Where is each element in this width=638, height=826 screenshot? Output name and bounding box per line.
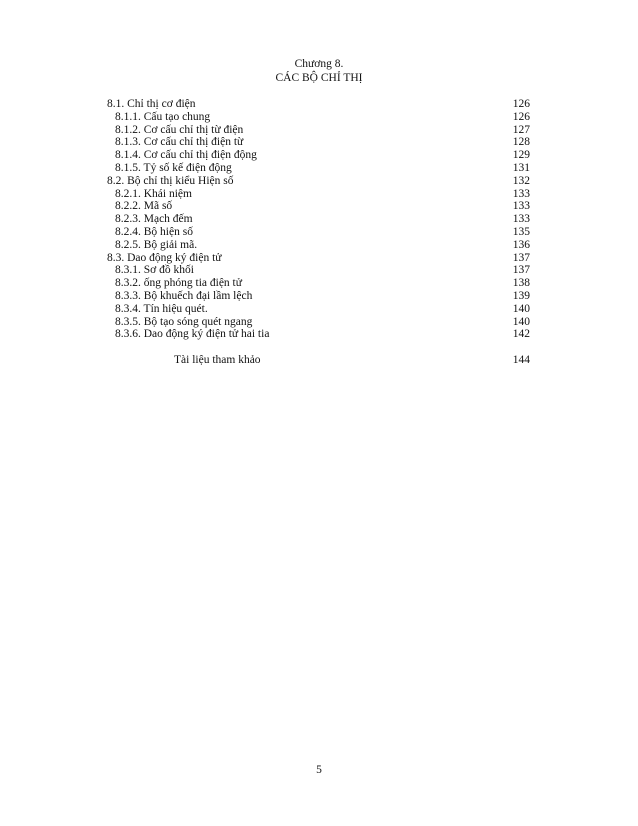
- toc-row-8-3-4: [107, 303, 530, 316]
- toc-row-8-2-4: [107, 226, 530, 239]
- chapter-header: [0, 57, 638, 85]
- toc-page-number: 140: [512, 315, 530, 328]
- toc-row-8-3-6: [107, 328, 530, 341]
- toc-page-number: 137: [512, 251, 530, 264]
- chapter-title: CÁC BỘ CHỈ THỊ: [275, 72, 363, 84]
- toc-label: 8.1.1. Cấu tạo chung: [115, 110, 211, 123]
- toc-page-number: 131: [512, 161, 530, 174]
- toc-row-8-2-5: [107, 239, 530, 252]
- toc-row-8-2-2: [107, 200, 530, 213]
- toc-label: 8.2.2. Mã số: [115, 200, 173, 213]
- toc-label: 8.3.4. Tín hiệu quét.: [115, 302, 208, 315]
- toc-page-number: 140: [512, 302, 530, 315]
- toc-page-number: 128: [512, 136, 530, 149]
- toc-page-number: 133: [512, 200, 530, 213]
- table-of-contents: [107, 98, 530, 367]
- toc-label: 8.3.1. Sơ đồ khối: [115, 264, 194, 277]
- toc-label: 8.1. Chỉ thị cơ điện: [107, 98, 196, 110]
- references-page-number: 144: [512, 354, 530, 367]
- references-label: Tài liệu tham khảo: [174, 354, 261, 367]
- toc-page-number: 133: [512, 213, 530, 226]
- toc-page-number: 142: [512, 328, 530, 341]
- toc-row-8-3-3: [107, 290, 530, 303]
- toc-row-8-1-1: [107, 111, 530, 124]
- toc-page-number: 135: [512, 225, 530, 238]
- toc-row-8-2-1: [107, 188, 530, 201]
- toc-row-8-3: [107, 252, 530, 265]
- toc-row-8-1-5: [107, 162, 530, 175]
- toc-row-references: [107, 354, 530, 367]
- page-number: 5: [316, 764, 322, 776]
- toc-row-8-3-5: [107, 316, 530, 329]
- toc-page-number: 136: [512, 238, 530, 251]
- toc-label: 8.3.2. ống phóng tia điện tử: [115, 277, 242, 290]
- toc-page-number: 132: [512, 174, 530, 187]
- toc-row-8-1-3: [107, 136, 530, 149]
- toc-label: 8.3. Dao động ký điện tử: [107, 251, 222, 264]
- toc-label: 8.1.4. Cơ cấu chỉ thị điện động: [115, 149, 257, 162]
- toc-row-8-1: [107, 98, 530, 111]
- toc-row-8-2: [107, 175, 530, 188]
- toc-row-8-3-2: [107, 277, 530, 290]
- toc-label: 8.1.2. Cơ cấu chỉ thị từ điện: [115, 123, 244, 136]
- toc-label: 8.3.5. Bộ tạo sóng quét ngang: [115, 315, 253, 328]
- chapter-number: Chương 8.: [294, 58, 344, 70]
- toc-label: 8.2.4. Bộ hiện số: [115, 225, 193, 238]
- toc-label: 8.3.6. Dao động ký điện tử hai tia: [115, 328, 270, 341]
- toc-page-number: 139: [512, 289, 530, 302]
- toc-label: 8.1.3. Cơ cấu chỉ thị điện từ: [115, 136, 244, 149]
- toc-page-number: 126: [512, 98, 530, 110]
- toc-row-8-1-2: [107, 124, 530, 137]
- toc-row-8-2-3: [107, 213, 530, 226]
- toc-label: 8.2. Bộ chỉ thị kiểu Hiện số: [107, 174, 234, 187]
- toc-page-number: 126: [512, 110, 530, 123]
- toc-page-number: 138: [512, 277, 530, 290]
- toc-label: 8.2.3. Mạch đếm: [115, 213, 193, 226]
- toc-page-number: 137: [512, 264, 530, 277]
- toc-row-8-3-1: [107, 264, 530, 277]
- toc-page-number: 127: [512, 123, 530, 136]
- toc-page-number: 129: [512, 149, 530, 162]
- toc-label: 8.3.3. Bộ khuếch đại lầm lệch: [115, 289, 253, 302]
- toc-page-number: 133: [512, 187, 530, 200]
- toc-label: 8.2.1. Khái niệm: [115, 187, 192, 200]
- toc-label: 8.1.5. Tỷ số kế điện động: [115, 161, 232, 174]
- toc-label: 8.2.5. Bộ giải mã.: [115, 238, 198, 251]
- toc-row-8-1-4: [107, 149, 530, 162]
